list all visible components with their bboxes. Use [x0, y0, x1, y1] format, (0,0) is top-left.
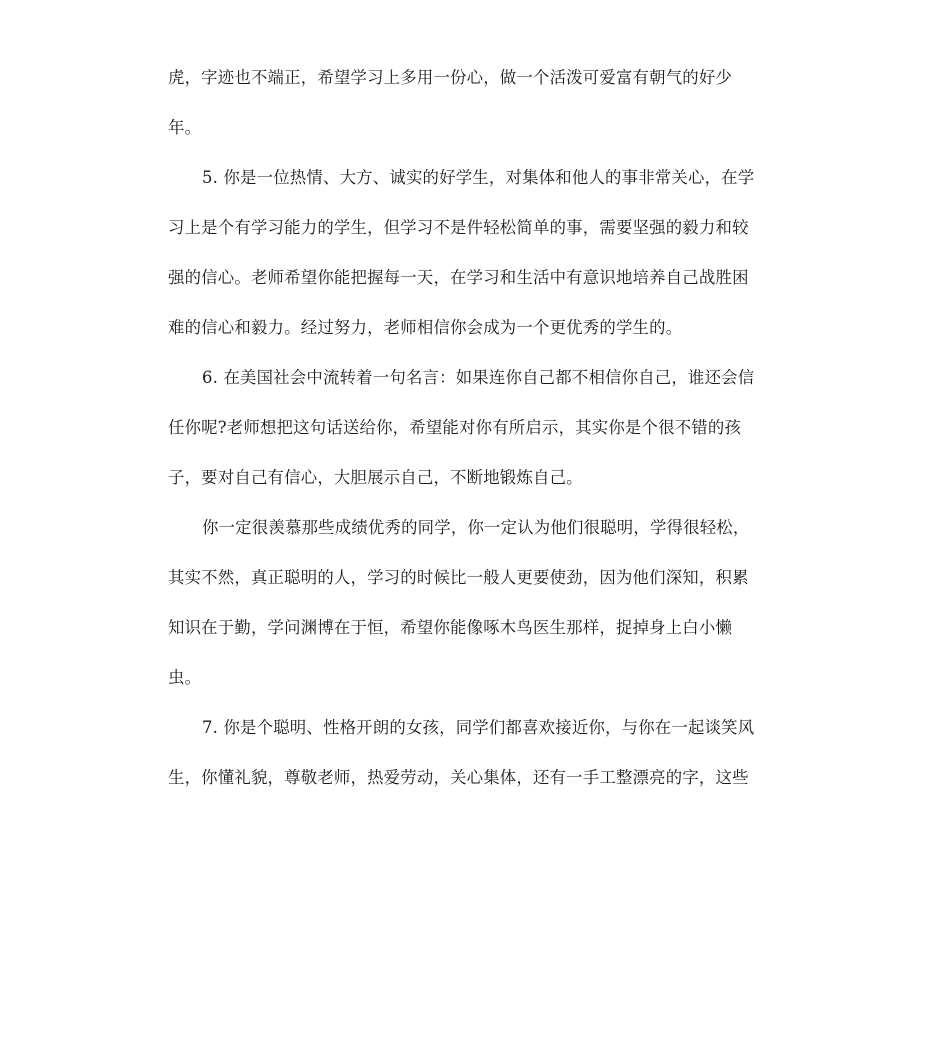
- text-line: 任你呢?老师想把这句话送给你，希望能对你有所启示，其实你是个很不错的孩: [168, 418, 742, 437]
- text-line: 虎，字迹也不端正，希望学习上多用一份心，做一个活泼可爱富有朝气的好少: [168, 68, 733, 87]
- paragraph-6-line: 6. 在美国社会中流转着一句名言：如果连你自己都不相信你自己，谁还会信: [202, 368, 755, 387]
- text-line: 其实不然，真正聪明的人，学习的时候比一般人更要使劲，因为他们深知，积累: [168, 568, 749, 587]
- text-line: 子，要对自己有信心，大胆展示自己，不断地锻炼自己。: [168, 468, 583, 487]
- paragraph-line: 你一定很羡慕那些成绩优秀的同学，你一定认为他们很聪明，学得很轻松，: [202, 518, 750, 537]
- text-line: 强的信心。老师希望你能把握每一天，在学习和生活中有意识地培养自己战胜困: [168, 268, 749, 287]
- text-line: 难的信心和毅力。经过努力，老师相信你会成为一个更优秀的学生的。: [168, 318, 683, 337]
- text-line: 年。: [168, 118, 202, 137]
- text-line: 习上是个有学习能力的学生，但学习不是件轻松简单的事，需要坚强的毅力和较: [168, 218, 749, 237]
- text-line: 虫。: [168, 668, 202, 687]
- text-line: 知识在于勤，学问渊博在于恒，希望你能像啄木鸟医生那样，捉掉身上白小懒: [168, 618, 733, 637]
- paragraph-7-line: 7. 你是个聪明、性格开朗的女孩，同学们都喜欢接近你，与你在一起谈笑风: [202, 718, 755, 737]
- text-line: 生，你懂礼貌，尊敬老师，热爱劳动，关心集体，还有一手工整漂亮的字，这些: [168, 768, 749, 787]
- paragraph-5-line: 5. 你是一位热情、大方、诚实的好学生，对集体和他人的事非常关心，在学: [202, 168, 755, 187]
